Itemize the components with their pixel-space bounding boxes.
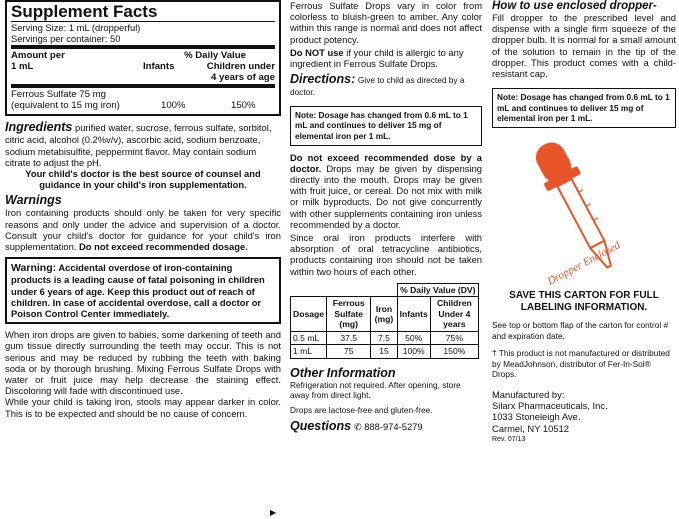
stools-text: While your child is taking iron, stools may appear darker in color. This is to be expected and should be no cause of concern. (5, 396, 281, 419)
table-cell: 50% (397, 331, 430, 345)
warnings-dosage: Do not exceed recommended dosage. (79, 241, 248, 253)
table-row (291, 331, 479, 345)
staining-text: When iron drops are given to babies, some darkening of teeth and gum tissue directly surrounding the teeth may occur. This is not serious and may be reduced by rubbing the teeth with baking soda or by thorough brushing. Mixing Ferrous Sulfate Drops with water or fruit juice may help decrease the staining effect. Discoloring will fade with discontinued use. (5, 329, 281, 397)
doctor-note: Your child's doctor is the best source of counsel and guidance in your child's iron supplementation. (25, 168, 261, 191)
dropper-icon (492, 128, 676, 288)
dose-table (290, 283, 479, 359)
children-header-age: 4 years of age (211, 72, 275, 84)
dropper-illustration (492, 128, 676, 288)
arrow-right-icon: ▶ (270, 508, 277, 517)
warnings-text: Iron containing products should only be taken for very specific reasons and only under the advice and supervision of a doctor. Consult your child's doctor for guidance for your child's iron supplementation. (5, 207, 281, 253)
phone-icon: ✆ (353, 420, 362, 432)
dosage-note-box: Note: Dosage has changed from 0.6 mL to 1 mL and continues to deliver 15 mg of elemental iron per 1 mL. (290, 106, 482, 146)
children-value: 150% (231, 100, 256, 112)
daily-value-header: % Daily Value (184, 50, 246, 62)
phone-number: 888-974-5279 (364, 420, 423, 432)
ingredients-text: purified water, sucrose, ferrous sulfate, sorbitol, citric acid, alcohol (0.2%v/v), ascorbic acid, sodium benzoate, sodium metabisulfite, peppermint flavor. May contain sodium citrate to adjust the pH. (5, 122, 272, 168)
ingredients-heading: Ingredients (5, 120, 73, 135)
address-line-2: Carmel, NY 10512 (492, 422, 569, 434)
exceed-text: Drops may be given by dispensing directly into the mouth. Drops may be given with fruit juice, or cereal. Do not mix with milk or milk byproducts. Do not give concurrently with other supplements containing iron unless recommended by a doctor. (290, 162, 482, 230)
infants-header: Infants (143, 61, 175, 73)
oral-iron-text: Since oral iron products interfere with absorption of oral tetracycline antibiotics, products containing iron should not be taken within two hours of each other. (290, 232, 482, 277)
table-cell: 37.5 (327, 331, 371, 345)
table-cell: 1 mL (291, 345, 327, 359)
infants-value: 100% (161, 100, 186, 112)
revision-text: Rev. 07/13 (492, 435, 526, 443)
ingredient-name: Ferrous Sulfate 75 mg (11, 89, 106, 101)
column-header: Children Under 4 years (430, 297, 478, 332)
dropper-instructions: Fill dropper to the prescribed level and dispense with a single firm squeeze of the dropper bulb. It is normal for a small amount of the solution to remain in the tip of the dropper. This product comes with a child-resistant cap. (492, 12, 676, 80)
warning-text: Accidental overdose of iron-containing products is a leading cause of fatal poisoning in children under 6 years of age. Keep this product out of reach of children. In case of accidental overdose, call a doctor or Poison Control Center immediately. (11, 262, 265, 320)
supplement-facts-panel (5, 0, 281, 116)
color-text: Ferrous Sulfate Drops vary in color from colorless to bluish-green to amber. Any color within this range is normal and does not affect product potency. (290, 0, 482, 45)
table-cell: 15 (371, 345, 397, 359)
allergy-bold: Do NOT use (290, 46, 344, 58)
amount-unit: 1 mL (11, 61, 34, 73)
lactose-free-text: Drops are lactose-free and gluten-free. (290, 405, 433, 416)
manufactured-by: Manufactured by: (492, 388, 565, 400)
refrigeration-text: Refrigeration not required. After opening, store away from direct light. (290, 379, 461, 401)
servings-per-container: Servings per container: 50 (11, 33, 121, 45)
amount-per-label: Amount per (11, 50, 65, 62)
table-cell: 7.5 (371, 331, 397, 345)
questions-label: Questions (290, 418, 352, 433)
directions-heading: Directions: (290, 72, 356, 87)
dropper-label: Dropper Enclosed (545, 239, 623, 288)
exceed-bold: Do not exceed recommended dose by a doctor. (290, 151, 482, 174)
disclaimer-text: † This product is not manufactured or distributed by MeadJohnson, distributor of Fer-In-Sol® Drops. (492, 348, 670, 380)
other-info-heading: Other Information (290, 365, 396, 380)
dropper-heading: How to use enclosed dropper- (492, 0, 657, 12)
column-header: Dosage (291, 297, 327, 332)
column-header: Infants (397, 297, 430, 332)
divider (11, 45, 275, 49)
warning-label: Warning: (11, 262, 57, 275)
column-header: Ferrous Sulfate (mg) (327, 297, 371, 332)
column-header: Iron (mg) (371, 297, 397, 332)
ingredient-equivalent: (equivalent to 15 mg iron) (11, 100, 120, 112)
table-cell: 150% (430, 345, 478, 359)
flap-text: See top or bottom flap of the carton for control # and expiration date. (492, 320, 669, 341)
allergy-text: if your child is allergic to any ingredient in Ferrous Sulfate Drops. (290, 46, 464, 70)
directions-text: Give to child as directed by a doctor. (290, 75, 465, 98)
warnings-heading: Warnings (5, 193, 62, 208)
overdose-warning-box (5, 257, 281, 324)
dv-header: % Daily Value (DV) (397, 283, 478, 297)
address-line-1: 1033 Stoneleigh Ave. (492, 411, 581, 423)
table-header-row (291, 297, 479, 332)
table-cell: 0.5 mL (291, 331, 327, 345)
table-cell: 100% (397, 345, 430, 359)
supplement-facts-title: Supplement Facts (11, 2, 158, 21)
table-row (291, 345, 479, 359)
serving-size: Serving Size: 1 mL (dropperful) (11, 22, 141, 33)
divider (11, 84, 275, 88)
dropper-note-box: Note: Dosage has changed from 0.6 mL to 1 mL and continues to deliver 15 mg of elemental iron per 1 mL. (492, 88, 676, 128)
table-cell: 75 (327, 345, 371, 359)
company-name: Silarx Pharmaceuticals, Inc. (492, 400, 608, 412)
children-header: Children under (206, 61, 275, 73)
save-carton-text: SAVE THIS CARTON FOR FULL LABELING INFORMATION. (509, 290, 659, 313)
table-cell: 75% (430, 331, 478, 345)
